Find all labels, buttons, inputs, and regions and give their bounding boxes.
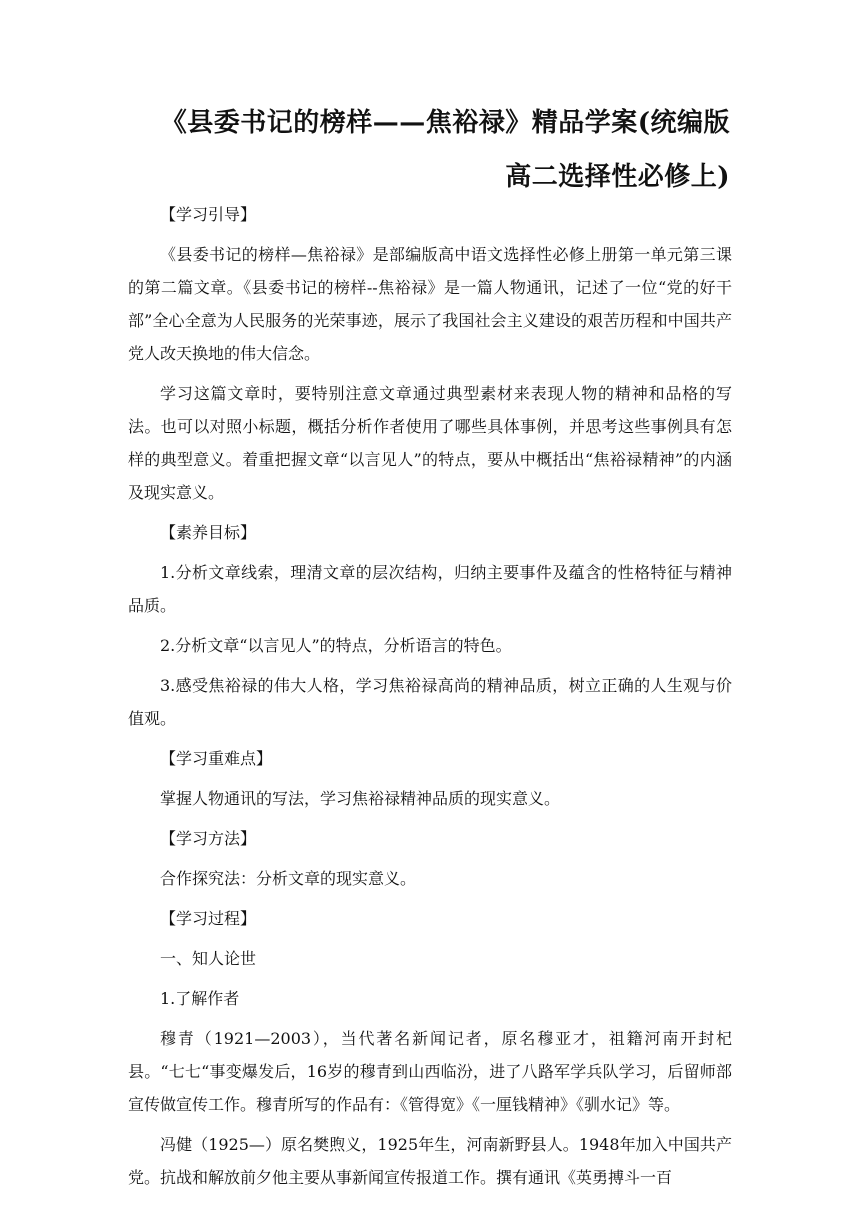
goal-item-2: 2.分析文章“以言见人”的特点，分析语言的特色。 bbox=[160, 636, 512, 655]
document-body bbox=[128, 198, 732, 1201]
goal-item-1: 1.分析文章线索，理清文章的层次结构，归纳主要事件及蕴含的性格特征与精神品质。 bbox=[128, 563, 732, 615]
title-line-1: 《县委书记的榜样——焦裕禄》精品学案(统编版 bbox=[160, 108, 730, 138]
author-paragraph-1: 穆青（1921—2003），当代著名新闻记者，原名穆亚才，祖籍河南开封杞县。“七七“事变爆发后，16岁的穆青到山西临汾，进了八路军学兵队学习，后留师部宣传做宣传工作。穆青所写的作品有：《管得宽》《一厘钱精神》《驯水记》等。 bbox=[128, 1029, 732, 1114]
section-heading-process: 【学习过程】 bbox=[160, 909, 257, 928]
section-heading-guide: 【学习引导】 bbox=[160, 205, 257, 224]
guide-paragraph-1: 《县委书记的榜样—焦裕禄》是部编版高中语文选择性必修上册第一单元第三课的第二篇文章。《县委书记的榜样--焦裕禄》是一篇人物通讯，记述了一位“党的好干部”全心全意为人民服务的光荣事迹，展示了我国社会主义建设的艰苦历程和中国共产党人改天换地的伟大信念。 bbox=[128, 245, 732, 363]
process-subheading-1: 一、知人论世 bbox=[160, 949, 257, 968]
author-paragraph-2: 冯健（1925—）原名樊煦义，1925年生，河南新野县人。1948年加入中国共产党。抗战和解放前夕他主要从事新闻宣传报道工作。撰有通讯《英勇搏斗一百 bbox=[128, 1135, 732, 1187]
process-subheading-2: 1.了解作者 bbox=[160, 989, 240, 1008]
section-heading-method: 【学习方法】 bbox=[160, 829, 257, 848]
title-line-2: 高二选择性必修上) bbox=[505, 162, 730, 192]
document-title bbox=[128, 96, 730, 204]
method-text: 合作探究法：分析文章的现实意义。 bbox=[160, 869, 417, 888]
section-heading-goals: 【素养目标】 bbox=[160, 523, 257, 542]
goal-item-3: 3.感受焦裕禄的伟大人格，学习焦裕禄高尚的精神品质，树立正确的人生观与价值观。 bbox=[128, 676, 732, 728]
section-heading-key-points: 【学习重难点】 bbox=[160, 749, 273, 768]
guide-paragraph-2: 学习这篇文章时，要特别注意文章通过典型素材来表现人物的精神和品格的写法。也可以对照小标题，概括分析作者使用了哪些具体事例，并思考这些事例具有怎样的典型意义。着重把握文章“以言见人”的特点，要从中概括出“焦裕禄精神”的内涵及现实意义。 bbox=[128, 384, 732, 502]
key-points-text: 掌握人物通讯的写法，学习焦裕禄精神品质的现实意义。 bbox=[160, 789, 561, 808]
